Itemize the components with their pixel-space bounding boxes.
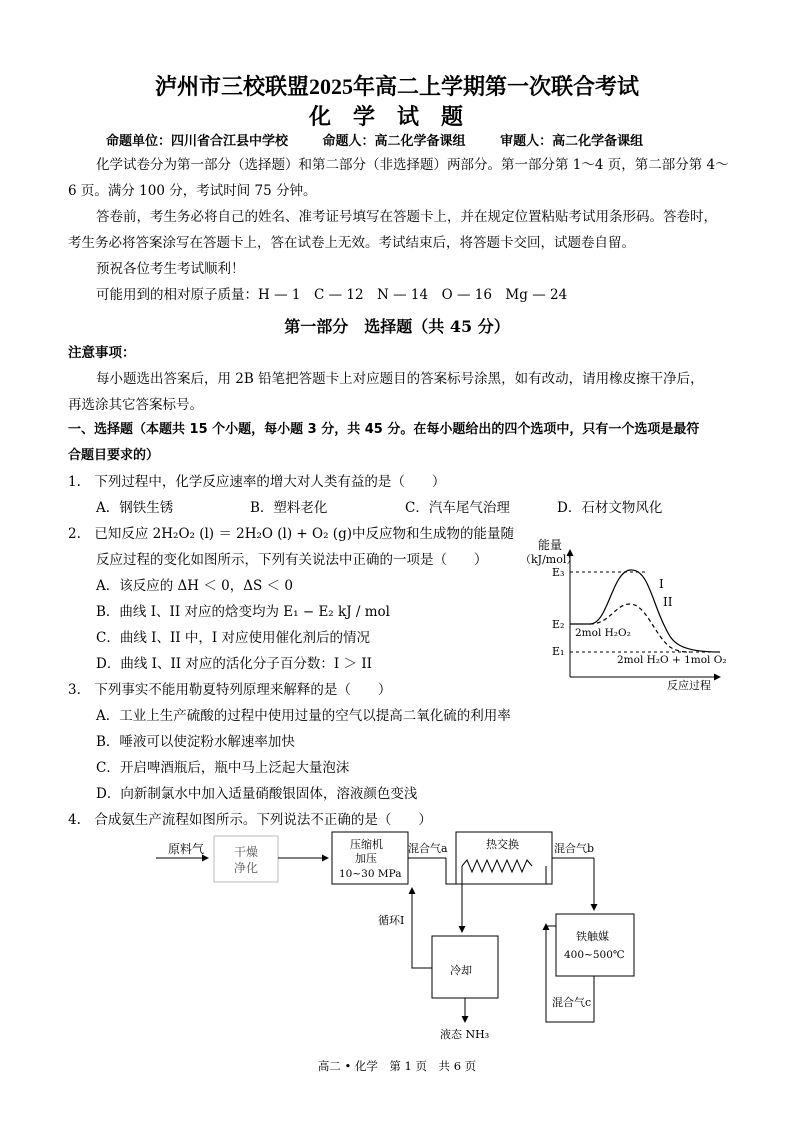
notice-line2: 再选涂其它答案标号。 xyxy=(68,397,203,413)
section-line1: 一、选择题（本题共 15 个小题，每小题 3 分，共 45 分。在每小题给出的四个选项中，只有一个选项是最符 xyxy=(68,422,700,437)
setter-person: 命题人：高二化学备课组 xyxy=(322,134,466,149)
notice-line1: 每小题选出答案后，用 2B 铅笔把答题卡上对应题目的答案标号涂黑，如有改动，请用橡皮擦干净后， xyxy=(96,371,704,387)
part1-title: 第一部分 选择题（共 45 分） xyxy=(284,317,510,336)
curve-ii-label: II xyxy=(663,595,673,609)
q2-stem-line2: 反应过程的变化如图所示，下列有关说法中正确的一项是（ ） xyxy=(96,552,488,568)
setter-line xyxy=(106,130,673,149)
product-label: 2mol H₂O + 1mol O₂ xyxy=(617,654,727,666)
intro-p2-line2: 考生务必将答案涂写在答题卡上，答在试卷上无效。考试结束后，将答题卡交回，试题卷自留。 xyxy=(68,235,635,251)
catalyst-label-1: 铁触媒 xyxy=(576,930,609,943)
q3-option-a: A．工业上生产硫酸的过程中使用过量的空气以提高二氧化硫的利用率 xyxy=(96,708,511,724)
intro-p1-line2: 6 页。满分 100 分，考试时间 75 分钟。 xyxy=(68,183,317,199)
curve-i xyxy=(570,570,720,652)
q1-option-a: A．钢铁生锈 xyxy=(96,500,174,516)
catalyst-label-2: 400~500℃ xyxy=(564,949,625,961)
q2-option-a: A．该反应的 ΔH ＜ 0，ΔS ＜ 0 xyxy=(96,578,293,594)
catalyst-box xyxy=(556,914,634,976)
q1-option-b: B．塑料老化 xyxy=(250,500,328,516)
q1-option-c: C．汽车尾气治理 xyxy=(405,500,510,516)
notice-title: 注意事项： xyxy=(68,345,136,361)
feed-label: 原料气 xyxy=(168,842,205,856)
recycle-line xyxy=(412,892,432,968)
q3-stem: 3. 下列事实不能用勒夏特列原理来解释的是（ ） xyxy=(68,682,392,698)
dryer-label-1: 干燥 xyxy=(234,845,259,859)
energy-diagram xyxy=(520,532,730,694)
e2-label: E₂ xyxy=(552,618,565,631)
y-axis-label: 能量 xyxy=(538,538,563,552)
intro-atomic-masses: 可能用到的相对原子质量：H — 1 C — 12 N — 14 O — 16 Mg — 24 xyxy=(96,287,568,303)
y-axis-unit: （kJ/mol） xyxy=(520,553,578,566)
cooler-label: 冷却 xyxy=(450,964,472,977)
reviewer: 审题人：高二化学备课组 xyxy=(500,134,644,149)
q2-option-b: B．曲线 I、II 对应的焓变均为 E₁ − E₂ kJ / mol xyxy=(96,604,390,620)
section-line2: 合题目要求的） xyxy=(68,448,160,463)
dryer-box xyxy=(214,836,278,882)
compressor-label-3: 10~30 MPa xyxy=(339,868,402,880)
q2-option-c: C．曲线 I、II 中，I 对应使用催化剂后的情况 xyxy=(96,630,371,646)
mix-b-label: 混合气b xyxy=(554,842,595,855)
q1-stem: 1. 下列过程中，化学反应速率的增大对人类有益的是（ ） xyxy=(68,474,446,490)
q4-stem: 4. 合成氨生产流程如图所示。下列说法不正确的是（ ） xyxy=(68,812,432,828)
heat-inlet-line xyxy=(446,858,462,884)
dryer-label-2: 净化 xyxy=(234,861,259,875)
intro-p2-line1: 答卷前，考生务必将自己的姓名、准考证号填写在答题卡上，并在规定位置粘贴考试用条形码。答卷时， xyxy=(96,209,717,225)
mix-c-label: 混合气c xyxy=(552,996,592,1009)
mix-a-label: 混合气a xyxy=(408,842,448,855)
setter-unit: 命题单位：四川省合江县中学校 xyxy=(106,134,289,149)
compressor-label-2: 加压 xyxy=(355,852,377,865)
q3-option-c: C．开启啤酒瓶后，瓶中马上泛起大量泡沫 xyxy=(96,760,350,776)
e3-label: E₃ xyxy=(552,566,565,579)
liquid-ammonia-label: 液态 NH₃ xyxy=(440,1028,490,1041)
exam-title: 泸州市三校联盟2025年高二上学期第一次联合考试 xyxy=(154,74,639,99)
e1-label: E₁ xyxy=(552,645,565,658)
q2-stem-line1: 2. 已知反应 2H₂O₂ (l) ＝ 2H₂O (l) + O₂ (g)中反应物和生成物的能量随 xyxy=(68,526,514,542)
page-footer: 高二 • 化学 第 1 页 共 6 页 xyxy=(317,1059,477,1073)
x-axis-label: 反应过程 xyxy=(667,679,711,692)
q1-option-d: D．石材文物风化 xyxy=(557,500,663,516)
heat-outlet-line xyxy=(546,866,552,884)
heat-exchanger-label: 热交换 xyxy=(486,838,519,851)
q3-option-d: D．向新制氯水中加入适量硝酸银固体，溶液颜色变浅 xyxy=(96,786,418,802)
q2-option-d: D．曲线 I、II 对应的活化分子百分数：I ＞ II xyxy=(96,656,372,672)
ammonia-flow-diagram xyxy=(150,826,650,1046)
heat-exchanger-coil xyxy=(462,860,532,872)
compressor-label-1: 压缩机 xyxy=(350,838,383,851)
intro-p3: 预祝各位考生考试顺利！ xyxy=(96,261,245,277)
intro-p1-line1: 化学试卷分为第一部分（选择题）和第二部分（非选择题）两部分。第一部分第 1～4 页，第二部分第 4～ xyxy=(96,157,729,173)
curve-i-label: I xyxy=(659,577,664,591)
reactant-label: 2mol H₂O₂ xyxy=(575,627,631,639)
q3-option-b: B．唾液可以使淀粉水解速率加快 xyxy=(96,734,295,750)
recycle-label: 循环Ⅰ xyxy=(378,914,405,927)
subject-title: 化学试题 xyxy=(308,104,485,130)
